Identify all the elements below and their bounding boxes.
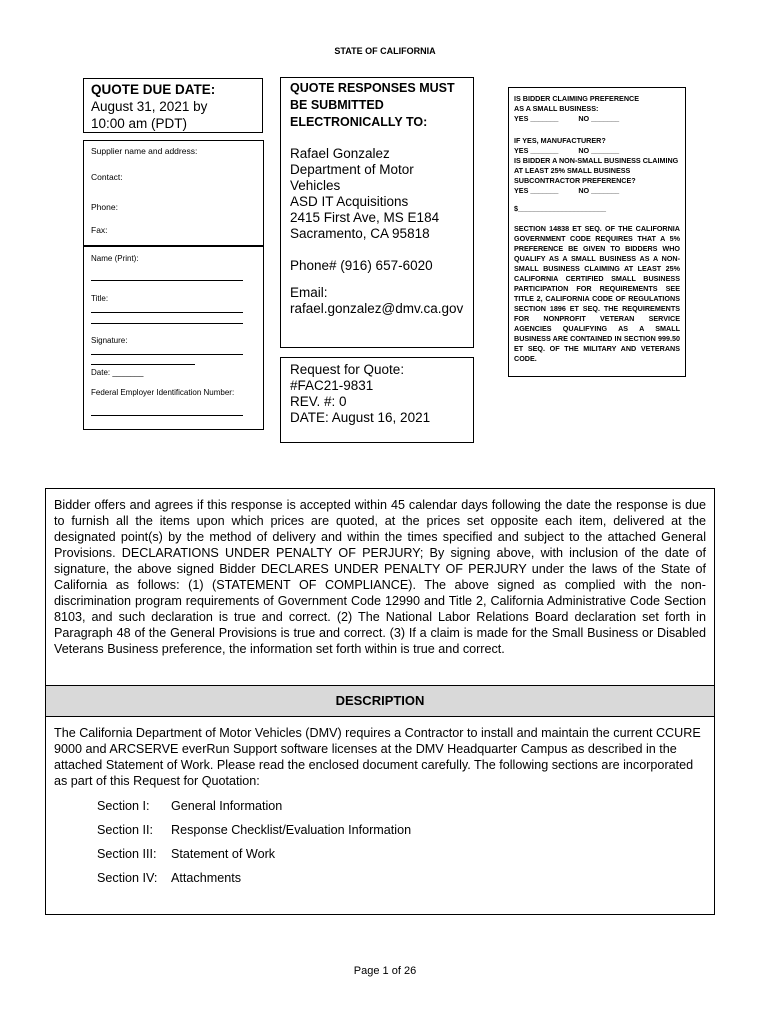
supplier-phone-label: Phone: bbox=[91, 202, 118, 212]
bidder-declaration: Bidder offers and agrees if this response is accepted within 45 calendar days following the date the response is due to furnish all the items upon which prices are quoted, at the prices set opposite each item, delivered at the designated point(s) by the method of delivery and within the times specified and subject to the attached General Provisions. DECLARATIONS UNDER PENALTY OF PERJURY; By signing above, with inclusion of the date of signature, the above signed Bidder DECLARES UNDER PENALTY OF PERJURY under the laws of the State of California as follows: (1) (STATEMENT OF COMPLIANCE). The above signed as complied with the non-discrimination program requirements of Government Code 12990 and Title 2, California Administrative Code Section 8103, and such declaration is true and correct. (2) The National Labor Relations Board declaration set forth in Paragraph 48 of the General Provisions is true and correct. (3) If a claim is made for the Small Business or Disabled Veterans Business preference, the information set forth within is true and correct. bbox=[54, 498, 706, 656]
pref-question-1-line-1: IS BIDDER CLAIMING PREFERENCE bbox=[514, 94, 639, 103]
description-body: The California Department of Motor Vehicles (DMV) requires a Contractor to install and maintain the current CCURE 9000 and ARCSERVE everRun Support software licenses at the DMV Headquarter Campus as described in the attached Statement of Work. Please read the enclosed document carefully. The following sections are incorporated as part of this Request for Quotation: bbox=[54, 726, 701, 788]
section-number: Section IV: bbox=[97, 871, 158, 885]
supplier-fax-label: Fax: bbox=[91, 225, 108, 235]
responses-title-line-2: BE SUBMITTED bbox=[290, 98, 384, 112]
quote-due-date-box bbox=[83, 78, 263, 133]
pref-question-2-yes-no: YES _______ NO _______ bbox=[514, 146, 620, 155]
section-row bbox=[97, 871, 241, 885]
name-print-label: Name (Print): bbox=[91, 254, 139, 263]
rfq-number: #FAC21-9831 bbox=[290, 378, 374, 393]
responses-title-line-3: ELECTRONICALLY TO: bbox=[290, 115, 428, 129]
responses-box bbox=[280, 77, 474, 348]
section-title: Response Checklist/Evaluation Information bbox=[171, 823, 412, 837]
contact-street: 2415 First Ave, MS E184 bbox=[290, 210, 440, 225]
section-number: Section II: bbox=[97, 823, 154, 837]
section-title: Statement of Work bbox=[171, 847, 276, 861]
pref-question-1-line-2: AS A SMALL BUSINESS: bbox=[514, 104, 599, 113]
title-line-1 bbox=[91, 312, 243, 313]
fein-label: Federal Employer Identification Number: bbox=[91, 388, 235, 397]
section-number: Section I: bbox=[97, 799, 150, 813]
title-label: Title: bbox=[91, 294, 109, 303]
signature-box bbox=[83, 246, 264, 430]
pref-question-1-yes-no: YES _______ NO _______ bbox=[514, 114, 620, 123]
email-label: Email: bbox=[290, 285, 328, 300]
supplier-name-address-label: Supplier name and address: bbox=[91, 146, 198, 156]
rfq-label: Request for Quote: bbox=[290, 362, 405, 377]
section-title: Attachments bbox=[171, 871, 241, 885]
due-date: August 31, 2021 by bbox=[91, 99, 208, 114]
contact-name: Rafael Gonzalez bbox=[290, 146, 390, 161]
section-row bbox=[97, 799, 282, 813]
main-content-box bbox=[45, 488, 715, 915]
signature-line-2 bbox=[91, 364, 195, 365]
fein-line bbox=[91, 415, 243, 416]
signature-line-1 bbox=[91, 354, 243, 355]
description-heading: DESCRIPTION bbox=[46, 685, 714, 717]
section-row bbox=[97, 847, 275, 861]
rfq-date: DATE: August 16, 2021 bbox=[290, 410, 431, 425]
supplier-info-box bbox=[83, 140, 264, 246]
state-header: STATE OF CALIFORNIA bbox=[334, 46, 436, 56]
pref-legal-note: SECTION 14838 ET SEQ. OF THE CALIFORNIA GOVERNMENT CODE REQUIRES THAT A 5% PREFERENCE BE GIVEN TO BIDDERS WHO QUALIFY AS A SMALL BUSINESS AS A NON-SMALL BUSINESS CLAIMING AT LEAST 25% CALIFORNIA CERTIFIED SMALL BUSINESS PARTICIPATION FOR REQUIREMENTS SEE TITLE 2, CALIFORNIA CODE OF REGULATIONS SECTION 1896 ET SEQ. THE REQUIREMENTS FOR NONPROFIT VETERAN SERVICE AGENCIES QUALIFYING AS A SMALL BUSINESS ARE CONTAINED IN SECTION 999.50 ET SEQ. OF THE MILITARY AND VETERANS CODE. bbox=[514, 224, 680, 363]
pref-amount-line: $______________________ bbox=[514, 204, 606, 213]
section-row bbox=[97, 823, 411, 837]
contact-department: Department of Motor Vehicles bbox=[290, 162, 414, 193]
signature-label: Signature: bbox=[91, 336, 128, 345]
date-label: Date: _______ bbox=[91, 368, 144, 377]
rfq-revision: REV. #: 0 bbox=[290, 394, 347, 409]
due-time: 10:00 am (PDT) bbox=[91, 116, 188, 131]
pref-question-3: IS BIDDER A NON-SMALL BUSINESS CLAIMING AT LEAST 25% SMALL BUSINESS SUBCONTRACTOR PREFERENCE? bbox=[514, 156, 679, 185]
title-line-2 bbox=[91, 323, 243, 324]
responses-title-line-1: QUOTE RESPONSES MUST bbox=[290, 81, 455, 95]
contact-unit: ASD IT Acquisitions bbox=[290, 194, 409, 209]
pref-question-3-yes-no: YES _______ NO _______ bbox=[514, 186, 620, 195]
section-title: General Information bbox=[171, 799, 283, 813]
page-number: Page 1 of 26 bbox=[353, 965, 417, 977]
due-date-title: QUOTE DUE DATE: bbox=[91, 82, 216, 97]
supplier-contact-label: Contact: bbox=[91, 172, 123, 182]
name-print-line bbox=[91, 280, 243, 281]
contact-phone: Phone# (916) 657-6020 bbox=[290, 258, 433, 273]
section-number: Section III: bbox=[97, 847, 157, 861]
pref-question-2: IF YES, MANUFACTURER? bbox=[514, 136, 606, 145]
rfq-box bbox=[280, 357, 474, 443]
contact-city: Sacramento, CA 95818 bbox=[290, 226, 430, 241]
small-business-preference-box bbox=[508, 87, 686, 377]
email-link[interactable]: rafael.gonzalez@dmv.ca.gov bbox=[290, 301, 464, 316]
